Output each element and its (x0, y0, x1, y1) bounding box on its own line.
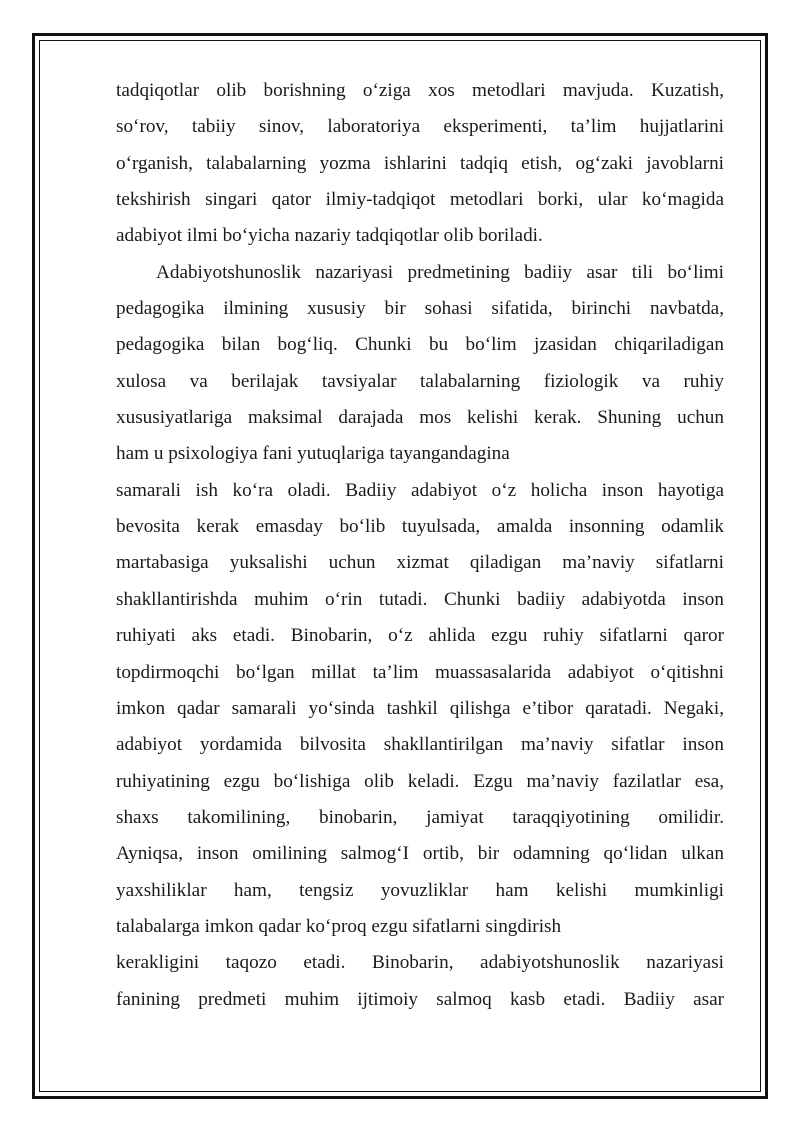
text-line: adabiyot ilmi bo‘yicha nazariy tadqiqotlar olib boriladi. (116, 225, 543, 247)
text-line: xususiyatlariga maksimal darajada mos kelishi kerak. Shuning uchun (116, 407, 724, 429)
text-line: shakllantirishda muhim o‘rin tutadi. Chunki badiiy adabiyotda inson (116, 588, 724, 610)
document-body (116, 73, 724, 1018)
text-line: adabiyot yordamida bilvosita shakllantirilgan ma’naviy sifatlar inson (116, 734, 724, 756)
text-line: kerakligini taqozo etadi. Binobarin, adabiyotshunoslik nazariyasi (116, 952, 724, 974)
text-line: Adabiyotshunoslik nazariyasi predmetining badiiy asar tili bo‘limi (156, 261, 724, 283)
text-line: yaxshiliklar ham, tengsiz yovuzliklar ham kelishi mumkinligi (116, 879, 724, 901)
text-line: xulosa va berilajak tavsiyalar talabalarning fiziologik va ruhiy (116, 370, 724, 392)
text-line: topdirmoqchi bo‘lgan millat ta’lim muassasalarida adabiyot o‘qitishni (116, 661, 724, 683)
text-line: talabalarga imkon qadar ko‘proq ezgu sifatlarni singdirish (116, 915, 562, 937)
text-line: martabasiga yuksalishi uchun xizmat qiladigan ma’naviy sifatlarni (116, 552, 724, 574)
text-line: bevosita kerak emasday bo‘lib tuyulsada, amalda insonning odamlik (116, 516, 724, 538)
text-line: ruhiyati aks etadi. Binobarin, o‘z ahlida ezgu ruhiy sifatlarni qaror (116, 625, 724, 647)
text-line: Ayniqsa, inson omilining salmog‘I ortib, bir odamning qo‘lidan ulkan (116, 843, 724, 865)
text-line: shaxs takomilining, binobarin, jamiyat taraqqiyotining omilidir. (116, 806, 724, 828)
text-line: o‘rganish, talabalarning yozma ishlarini tadqiq etish, og‘zaki javoblarni (116, 152, 724, 174)
text-line: tekshirish singari qator ilmiy-tadqiqot metodlari borki, ular ko‘magida (116, 189, 724, 211)
text-line: fanining predmeti muhim ijtimoiy salmoq kasb etadi. Badiiy asar (116, 988, 724, 1010)
text-line: imkon qadar samarali yo‘sinda tashkil qilishga e’tibor qaratadi. Negaki, (116, 697, 724, 719)
text-line: ham u psixologiya fani yutuqlariga tayangandagina (116, 443, 510, 465)
text-line: pedagogika ilmining xususiy bir sohasi sifatida, birinchi navbatda, (116, 298, 724, 320)
text-line: ruhiyatining ezgu bo‘lishiga olib keladi. Ezgu ma’naviy fazilatlar esa, (116, 770, 724, 792)
text-line: samarali ish ko‘ra oladi. Badiiy adabiyot o‘z holicha inson hayotiga (116, 479, 724, 501)
text-line: pedagogika bilan bog‘liq. Chunki bu bo‘lim jzasidan chiqariladigan (116, 334, 724, 356)
text-line: so‘rov, tabiiy sinov, laboratoriya eksperimenti, ta’lim hujjatlarini (116, 116, 724, 138)
text-line: tadqiqotlar olib borishning o‘ziga xos metodlari mavjuda. Kuzatish, (116, 80, 724, 101)
